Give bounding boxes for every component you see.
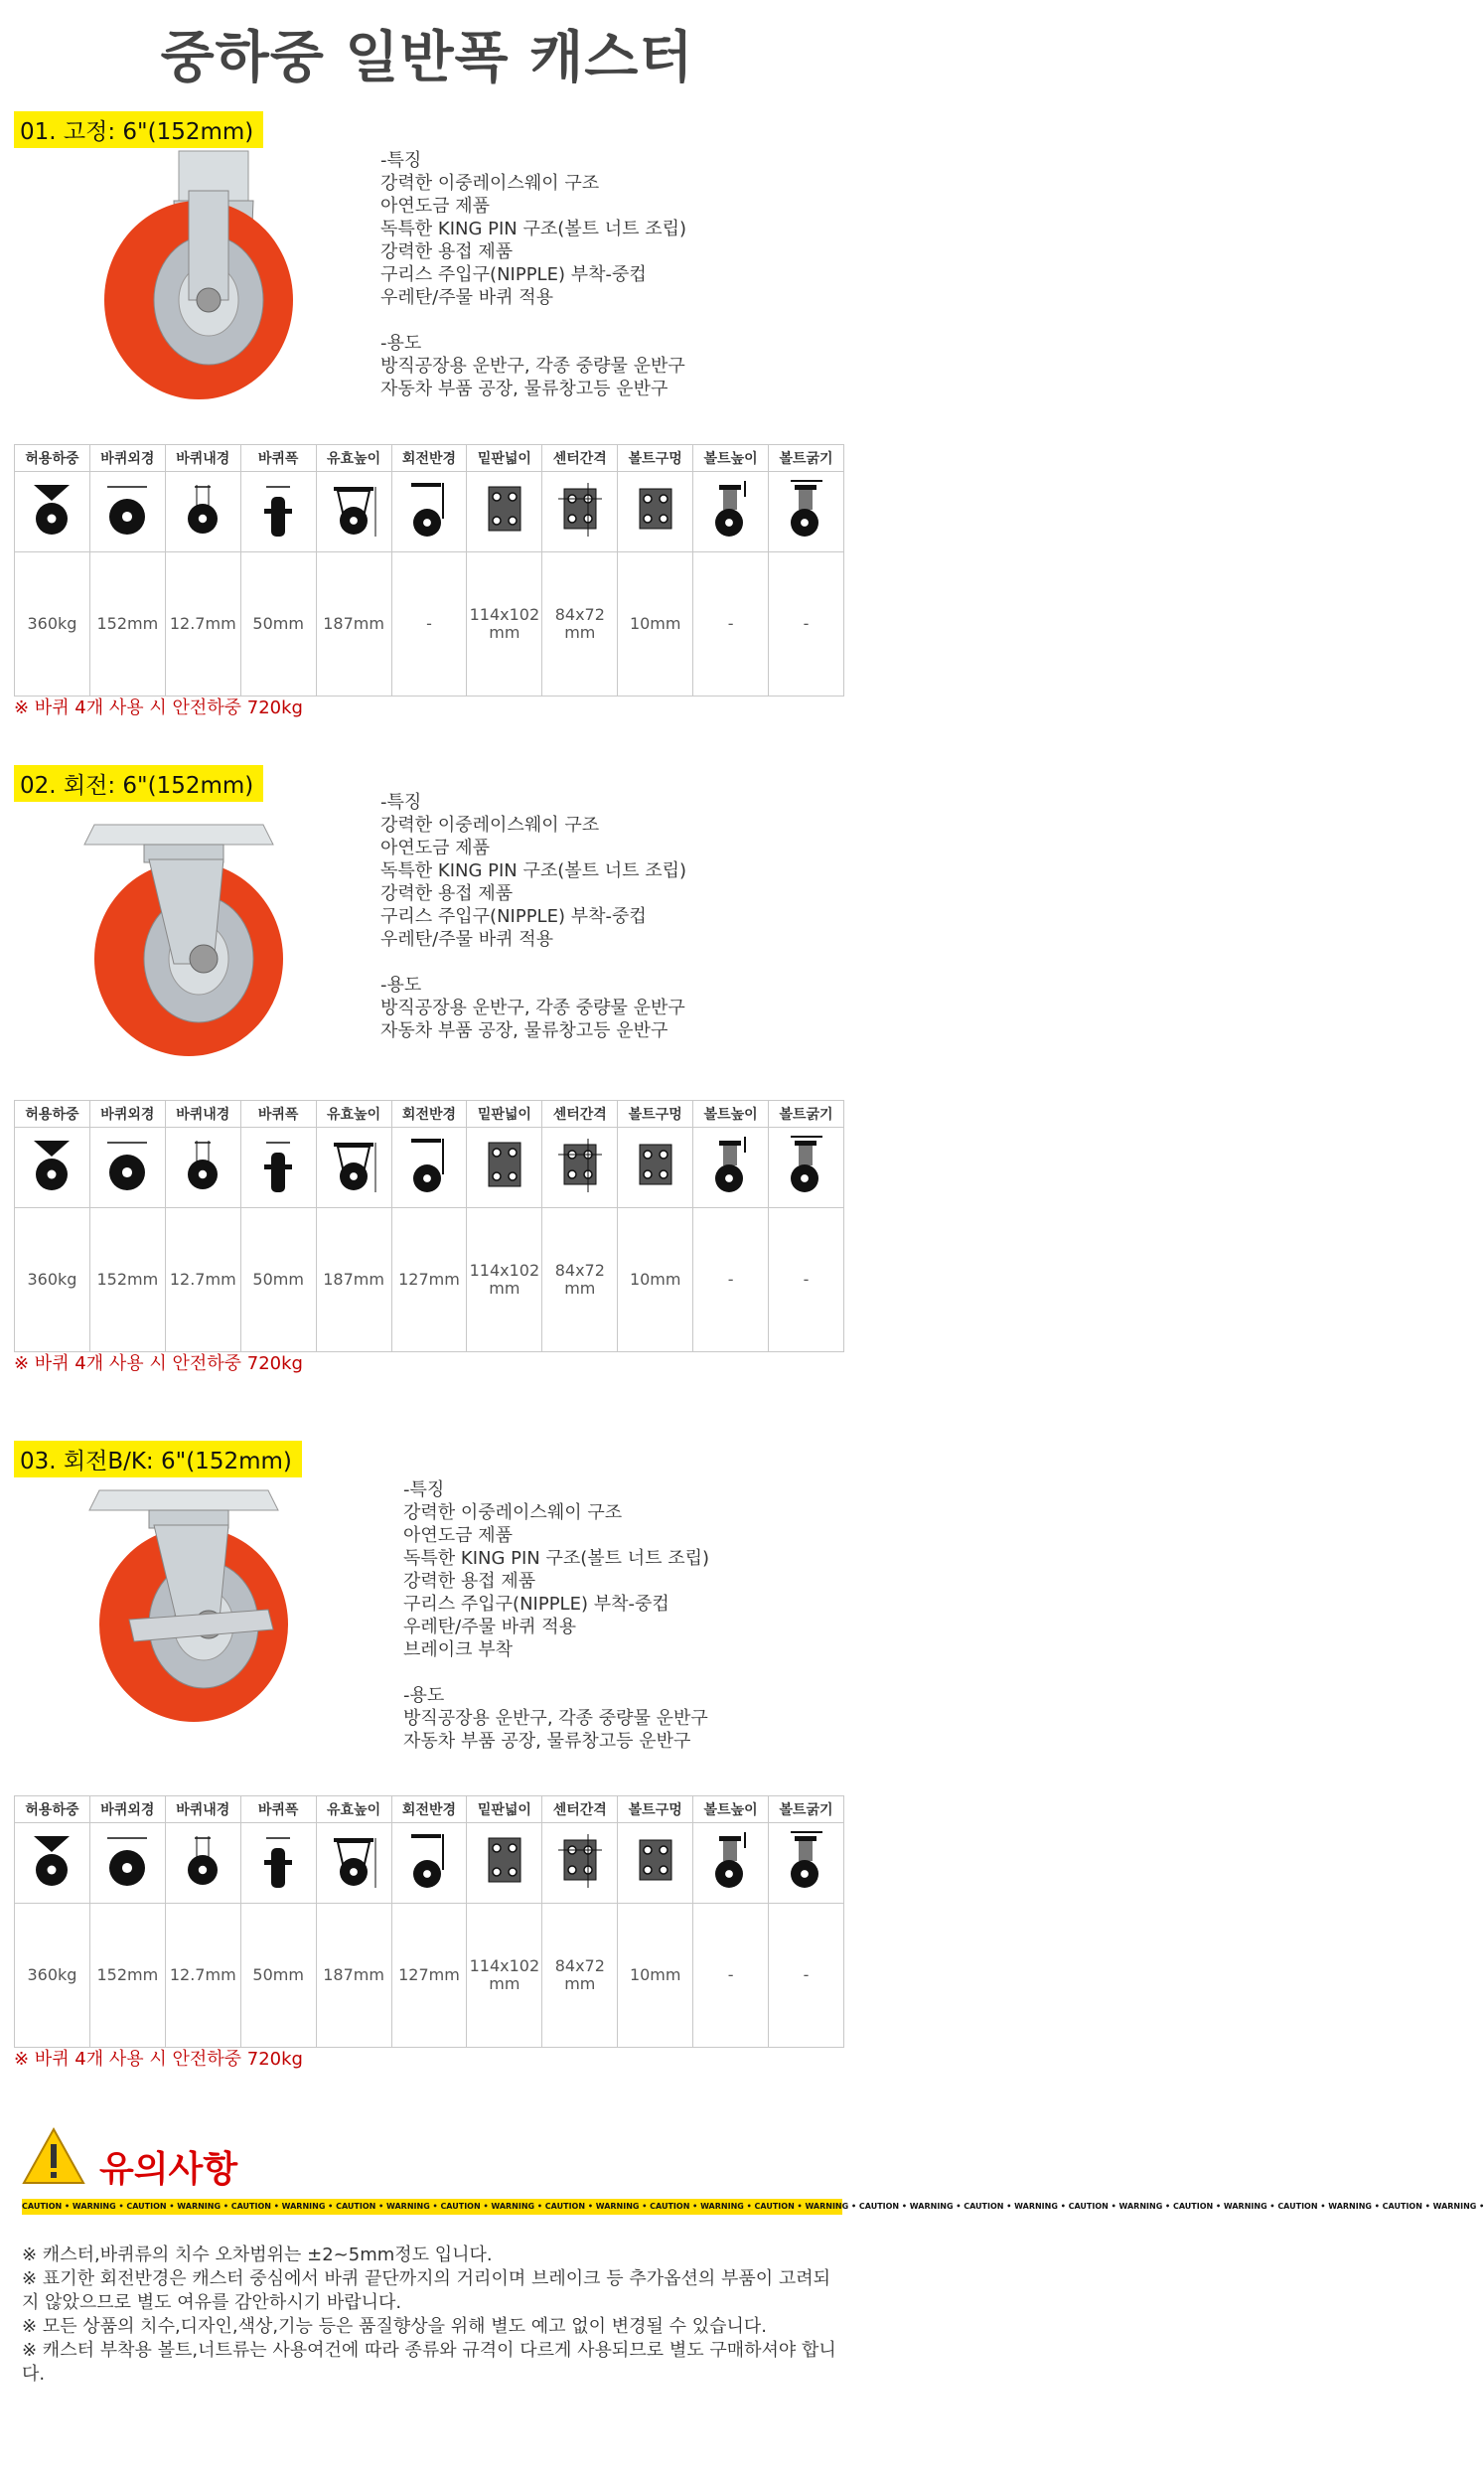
feature-line: 아연도금 제품 <box>403 1525 514 1546</box>
spec-header-cell: 유효높이 <box>316 445 391 472</box>
spec-value-cell: 10mm <box>618 1904 693 2048</box>
feature-line <box>380 309 686 332</box>
spec-diagram-icon <box>89 1128 165 1208</box>
spec-header-cell: 유효높이 <box>316 1796 391 1823</box>
spec-diagram-icon <box>89 472 165 552</box>
spec-value-cell: 84x72 mm <box>542 552 618 697</box>
spec-value-cell: 187mm <box>316 1208 391 1352</box>
caution-item: ※ 표기한 회전반경은 캐스터 중심에서 바퀴 끝단까지의 거리이며 브레이크 등 추가옵션의 부품이 고려되지 않았으므로 별도 여유를 감안하시기 바랍니다. <box>22 2268 831 2313</box>
spec-value-cell: - <box>769 1904 844 2048</box>
spec-diagram-icon <box>15 1128 90 1208</box>
caster-image <box>70 1471 308 1719</box>
spec-value-cell: 187mm <box>316 1904 391 2048</box>
spec-header-cell: 바퀴외경 <box>89 1101 165 1128</box>
spec-value-cell: 360kg <box>15 552 90 697</box>
spec-diagram-icon <box>769 1128 844 1208</box>
spec-header-row <box>15 445 844 472</box>
spec-value-cell: 360kg <box>15 1208 90 1352</box>
feature-line <box>403 1661 709 1684</box>
warning-title: 유의사항 <box>99 2149 238 2190</box>
spec-diagram-icon <box>316 1823 391 1904</box>
feature-line: 독특한 KING PIN 구조(볼트 너트 조립) <box>380 860 687 881</box>
spec-diagram-icon <box>467 1128 542 1208</box>
spec-diagram-icon <box>467 1823 542 1904</box>
spec-diagram-icon <box>693 1823 769 1904</box>
spec-value-cell: 114x102 mm <box>467 552 542 697</box>
spec-header-cell: 바퀴폭 <box>240 1101 316 1128</box>
spec-value-cell: 50mm <box>240 552 316 697</box>
spec-diagram-icon <box>618 1823 693 1904</box>
spec-value-cell: - <box>391 552 467 697</box>
feature-line: 강력한 용접 제품 <box>380 883 514 904</box>
feature-line: 강력한 용접 제품 <box>403 1571 536 1592</box>
feature-line: -특징 <box>380 792 422 813</box>
spec-diagram-icon <box>693 1128 769 1208</box>
spec-value-cell: - <box>769 552 844 697</box>
spec-diagram-icon <box>769 1823 844 1904</box>
spec-value-cell: 12.7mm <box>165 552 240 697</box>
feature-line: 우레탄/주물 바퀴 적용 <box>380 929 553 950</box>
feature-list <box>403 1478 709 1753</box>
feature-line: 구리스 주입구(NIPPLE) 부착-중컵 <box>380 264 647 285</box>
spec-diagram-icon <box>693 472 769 552</box>
feature-line: -용도 <box>380 333 422 354</box>
section-label: 02. 회전: 6"(152mm) <box>14 765 263 802</box>
spec-value-cell: 127mm <box>391 1904 467 2048</box>
spec-value-cell: 187mm <box>316 552 391 697</box>
feature-line: 강력한 이중레이스웨이 구조 <box>380 815 600 836</box>
spec-header-cell: 센터간격 <box>542 1101 618 1128</box>
safety-note: ※ 바퀴 4개 사용 시 안전하중 720kg <box>14 697 303 718</box>
feature-line: 우레탄/주물 바퀴 적용 <box>380 287 553 308</box>
spec-diagram-icon <box>316 472 391 552</box>
caster-photo <box>70 1471 308 1723</box>
spec-icon-row <box>15 1823 844 1904</box>
feature-line: 구리스 주입구(NIPPLE) 부착-중컵 <box>380 906 647 927</box>
spec-header-cell: 바퀴내경 <box>165 1101 240 1128</box>
spec-header-cell: 바퀴폭 <box>240 1796 316 1823</box>
spec-header-cell: 볼트굵기 <box>769 1796 844 1823</box>
product-section-2 <box>0 765 854 1461</box>
caution-list <box>22 2244 836 2387</box>
spec-header-cell: 밑판넓이 <box>467 1101 542 1128</box>
spec-table <box>14 444 844 697</box>
section-label: 03. 회전B/K: 6"(152mm) <box>14 1441 302 1477</box>
spec-value-cell: - <box>693 1208 769 1352</box>
caster-image <box>65 805 303 1053</box>
spec-value-row <box>15 1208 844 1352</box>
spec-header-cell: 바퀴외경 <box>89 1796 165 1823</box>
spec-header-cell: 허용하중 <box>15 445 90 472</box>
spec-diagram-icon <box>89 1823 165 1904</box>
spec-header-cell: 회전반경 <box>391 1101 467 1128</box>
spec-diagram-icon <box>316 1128 391 1208</box>
spec-header-cell: 허용하중 <box>15 1796 90 1823</box>
feature-line: 우레탄/주물 바퀴 적용 <box>403 1617 576 1637</box>
spec-header-cell: 볼트높이 <box>693 445 769 472</box>
spec-header-cell: 볼트구멍 <box>618 445 693 472</box>
feature-list <box>380 149 686 400</box>
product-section-3 <box>0 1441 854 2136</box>
spec-header-cell: 회전반경 <box>391 1796 467 1823</box>
spec-header-cell: 센터간격 <box>542 445 618 472</box>
spec-value-cell: 360kg <box>15 1904 90 2048</box>
spec-value-cell: 50mm <box>240 1904 316 2048</box>
spec-diagram-icon <box>391 1128 467 1208</box>
spec-value-cell: 152mm <box>89 552 165 697</box>
spec-value-row <box>15 552 844 697</box>
spec-header-cell: 볼트높이 <box>693 1101 769 1128</box>
feature-line: 방직공장용 운반구, 각종 중량물 운반구 <box>380 356 685 377</box>
spec-diagram-icon <box>15 472 90 552</box>
spec-value-cell: 50mm <box>240 1208 316 1352</box>
spec-diagram-icon <box>542 1128 618 1208</box>
spec-icon-row <box>15 472 844 552</box>
feature-line: -특징 <box>380 150 422 171</box>
spec-diagram-icon <box>618 472 693 552</box>
spec-header-cell: 바퀴내경 <box>165 1796 240 1823</box>
spec-header-cell: 볼트구멍 <box>618 1101 693 1128</box>
spec-value-cell: 114x102 mm <box>467 1208 542 1352</box>
spec-diagram-icon <box>240 472 316 552</box>
spec-value-cell: - <box>769 1208 844 1352</box>
feature-line: -용도 <box>380 975 422 996</box>
spec-diagram-icon <box>542 472 618 552</box>
spec-header-row <box>15 1101 844 1128</box>
spec-diagram-icon <box>391 472 467 552</box>
spec-header-cell: 밑판넓이 <box>467 445 542 472</box>
warning-triangle-icon <box>22 2126 85 2186</box>
spec-header-cell: 볼트높이 <box>693 1796 769 1823</box>
spec-diagram-icon <box>769 472 844 552</box>
spec-header-row <box>15 1796 844 1823</box>
spec-value-cell: - <box>693 552 769 697</box>
spec-diagram-icon <box>165 1823 240 1904</box>
caution-item: ※ 캐스터,바퀴류의 치수 오차범위는 ±2~5mm정도 입니다. <box>22 2245 493 2265</box>
feature-line: 강력한 이중레이스웨이 구조 <box>380 173 600 194</box>
caster-image <box>79 151 318 399</box>
feature-line: -특징 <box>403 1479 445 1500</box>
spec-value-cell: 12.7mm <box>165 1904 240 2048</box>
feature-line: 방직공장용 운반구, 각종 중량물 운반구 <box>403 1708 708 1729</box>
feature-line: 자동차 부품 공장, 물류창고등 운반구 <box>380 379 668 399</box>
spec-header-cell: 허용하중 <box>15 1101 90 1128</box>
spec-diagram-icon <box>391 1823 467 1904</box>
section-label: 01. 고정: 6"(152mm) <box>14 111 263 148</box>
feature-line <box>380 951 686 974</box>
spec-value-cell: 84x72 mm <box>542 1904 618 2048</box>
spec-value-row <box>15 1904 844 2048</box>
spec-diagram-icon <box>542 1823 618 1904</box>
safety-note: ※ 바퀴 4개 사용 시 안전하중 720kg <box>14 2049 303 2070</box>
feature-list <box>380 791 686 1042</box>
spec-diagram-icon <box>165 1128 240 1208</box>
spec-diagram-icon <box>15 1823 90 1904</box>
safety-note: ※ 바퀴 4개 사용 시 안전하중 720kg <box>14 1353 303 1374</box>
feature-line: 강력한 이중레이스웨이 구조 <box>403 1502 623 1523</box>
spec-value-cell: 127mm <box>391 1208 467 1352</box>
spec-table <box>14 1100 844 1352</box>
spec-value-cell: - <box>693 1904 769 2048</box>
feature-line: 자동차 부품 공장, 물류창고등 운반구 <box>403 1731 691 1752</box>
spec-diagram-icon <box>618 1128 693 1208</box>
spec-header-cell: 바퀴외경 <box>89 445 165 472</box>
spec-header-cell: 회전반경 <box>391 445 467 472</box>
feature-line: 독특한 KING PIN 구조(볼트 너트 조립) <box>380 219 687 239</box>
caution-item: ※ 캐스터 부착용 볼트,너트류는 사용여건에 따라 종류와 규격이 다르게 사용되므로 별도 구매하셔야 합니다. <box>22 2340 836 2385</box>
spec-value-cell: 152mm <box>89 1208 165 1352</box>
spec-icon-row <box>15 1128 844 1208</box>
spec-header-cell: 센터간격 <box>542 1796 618 1823</box>
spec-header-cell: 볼트구멍 <box>618 1796 693 1823</box>
feature-line: 강력한 용접 제품 <box>380 241 514 262</box>
feature-line: 아연도금 제품 <box>380 838 491 858</box>
spec-value-cell: 152mm <box>89 1904 165 2048</box>
spec-diagram-icon <box>165 472 240 552</box>
spec-diagram-icon <box>467 472 542 552</box>
spec-value-cell: 84x72 mm <box>542 1208 618 1352</box>
caution-tape: CAUTION • WARNING • CAUTION • WARNING • CAUTION • WARNING • CAUTION • WARNING • CAUTION • WARNING • CAUTION • WARNING • CAUTION • WARNING • CAUTION • WARNING • CAUTION • WARNING • CAUTION • WARNING • CAUTION • WARNING • CAUTION • WARNING • CAUTION • WARNING • CAUTION • WARNING • <box>22 2199 842 2215</box>
spec-header-cell: 유효높이 <box>316 1101 391 1128</box>
feature-line: 아연도금 제품 <box>380 196 491 217</box>
spec-value-cell: 12.7mm <box>165 1208 240 1352</box>
feature-line: 독특한 KING PIN 구조(볼트 너트 조립) <box>403 1548 710 1569</box>
spec-diagram-icon <box>240 1128 316 1208</box>
product-section-1 <box>0 111 854 807</box>
caster-photo <box>65 805 303 1057</box>
spec-table <box>14 1795 844 2048</box>
spec-value-cell: 10mm <box>618 552 693 697</box>
spec-header-cell: 볼트굵기 <box>769 445 844 472</box>
feature-line: 방직공장용 운반구, 각종 중량물 운반구 <box>380 998 685 1018</box>
spec-header-cell: 밑판넓이 <box>467 1796 542 1823</box>
caution-item: ※ 모든 상품의 치수,디자인,색상,기능 등은 품질향상을 위해 별도 예고 없이 변경될 수 있습니다. <box>22 2316 767 2337</box>
spec-header-cell: 바퀴내경 <box>165 445 240 472</box>
spec-diagram-icon <box>240 1823 316 1904</box>
feature-line: 자동차 부품 공장, 물류창고등 운반구 <box>380 1020 668 1041</box>
caster-photo <box>79 151 318 403</box>
page-title: 중하중 일반폭 캐스터 <box>160 26 694 90</box>
spec-header-cell: 볼트굵기 <box>769 1101 844 1128</box>
spec-header-cell: 바퀴폭 <box>240 445 316 472</box>
feature-line: 브레이크 부착 <box>403 1639 514 1660</box>
spec-value-cell: 10mm <box>618 1208 693 1352</box>
feature-line: 구리스 주입구(NIPPLE) 부착-중컵 <box>403 1594 669 1615</box>
spec-value-cell: 114x102 mm <box>467 1904 542 2048</box>
feature-line: -용도 <box>403 1685 445 1706</box>
